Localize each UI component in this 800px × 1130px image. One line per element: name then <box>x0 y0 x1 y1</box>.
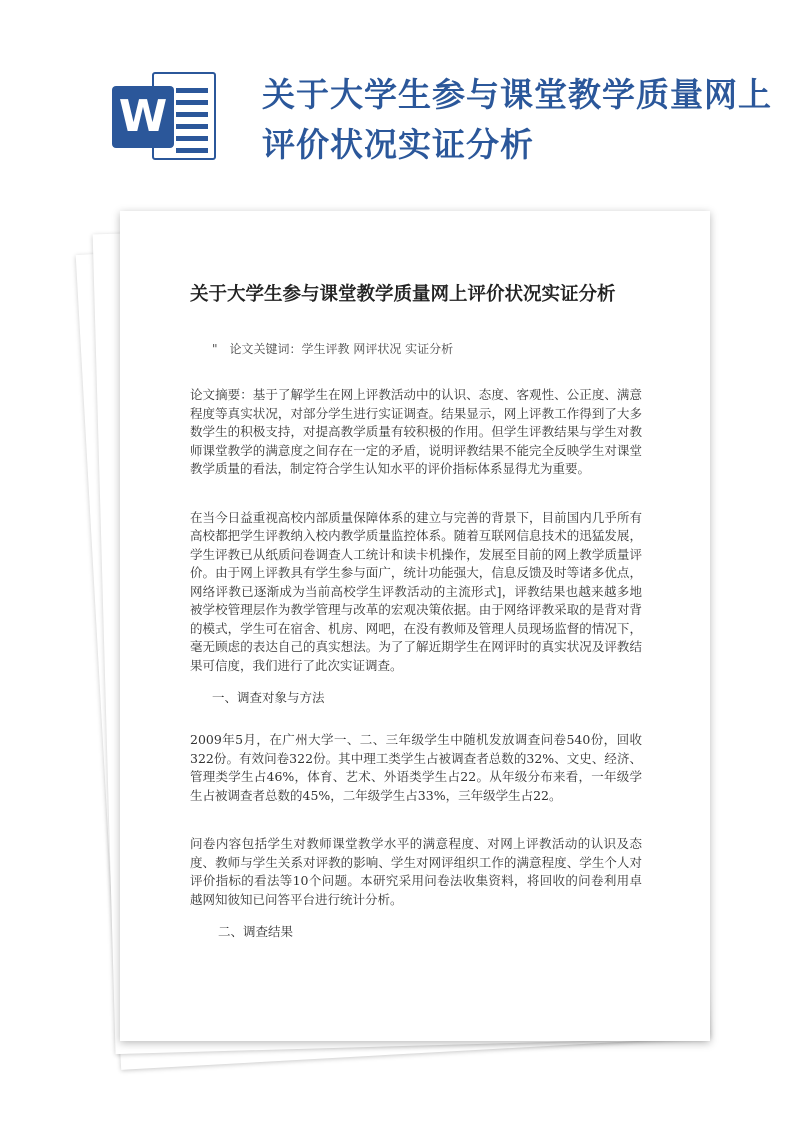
document-banner-title: 关于大学生参与课堂教学质量网上评价状况实证分析 <box>262 75 772 164</box>
section-heading-methods: 一、调查对象与方法 <box>212 690 325 705</box>
survey-data-paragraph: 2009年5月，在广州大学一、二、三年级学生中随机发放调查问卷540份，回收322份。有效问卷322份。其中理工类学生占被调查者总数的32%、文史、经济、管理类学生占46%，体育、艺术、外语类学生占22。从年级分布来看，一年级学生占被调查者总数的45%，二年级学生占33%，三年级学生占22。 <box>190 732 642 803</box>
keywords-mark: " <box>212 342 218 356</box>
section-heading-results: 二、调查结果 <box>218 924 294 939</box>
keywords-text: 论文关键词：学生评教 网评状况 实证分析 <box>229 342 454 356</box>
article-content <box>190 280 642 941</box>
background-paragraph: 在当今日益重视高校内部质量保障体系的建立与完善的背景下，目前国内几乎所有高校都把学生评教纳入校内教学质量监控体系。随着互联网信息技术的迅猛发展，学生评教已从纸质问卷调查人工统计和读卡机操作，发展至目前的网上教学质量评价。由于网上评教具有学生参与面广，统计功能强大，信息反馈及时等诸多优点，网络评教已逐渐成为当前高校学生评教活动的主流形式]，评教结果也越来越多地被学校管理层作为教学管理与改革的宏观决策依据。由于网络评教采取的是背对背的模式，学生可在宿舍、机房、网吧，在没有教师及管理人员现场监督的情况下，毫无顾虑的表达自己的真实想法。为了了解近期学生在网评时的真实状况及评教结果可信度，我们进行了此次实证调查。 <box>190 509 642 673</box>
keywords-line <box>212 340 642 358</box>
header-banner <box>0 0 800 200</box>
survey-content-paragraph: 问卷内容包括学生对教师课堂教学水平的满意程度、对网上评教活动的认识及态度、教师与学生关系对评教的影响、学生对网评组织工作的满意程度、学生个人对评价指标的看法等10个问题。本研究采用问卷法收集资料，将回收的问卷利用卓越网知彼知已问答平台进行统计分析。 <box>190 836 642 907</box>
article-title: 关于大学生参与课堂教学质量网上评价状况实证分析 <box>190 284 616 305</box>
abstract-paragraph: 论文摘要：基于了解学生在网上评教活动中的认识、态度、客观性、公正度、满意程度等真实状况，对部分学生进行实证调查。结果显示，网上评教工作得到了大多数学生的积极支持，对提高教学质量有较积极的作用。但学生评教结果与学生对教师课堂教学的满意度之间存在一定的矛盾，说明评教结果不能完全反映学生对课堂教学质量的看法，制定符合学生认知水平的评价指标体系显得尤为重要。 <box>190 387 642 476</box>
word-document-icon <box>108 66 220 166</box>
word-logo-letter: W <box>112 86 174 148</box>
